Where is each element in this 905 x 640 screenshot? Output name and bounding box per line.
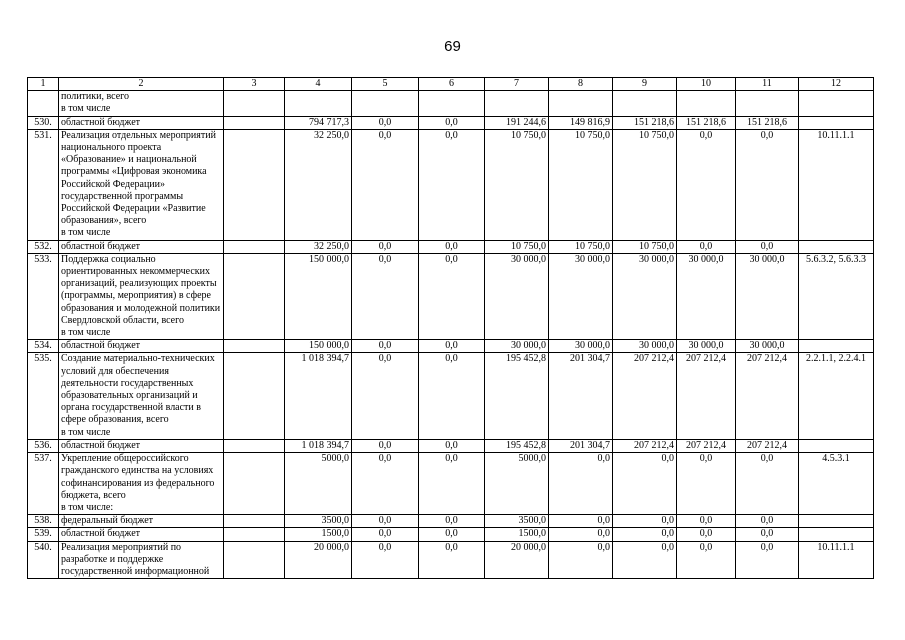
item-name-cell: Поддержка социально ориентированных некоммерческих организаций, реализующих проекты (программы, мероприятия) в сфере образования и молодежной политики Свердловской области, всего в том числе [59,253,224,339]
column-7-cell: 30 000,0 [485,340,549,353]
column-8-cell: 201 304,7 [549,439,613,452]
target-code-cell [799,528,874,541]
column-4-cell: 3500,0 [285,515,352,528]
column-11-cell: 30 000,0 [736,253,799,339]
column-4-cell: 1500,0 [285,528,352,541]
column-6-cell: 0,0 [419,353,485,439]
column-3-cell [224,240,285,253]
target-code-cell: 2.2.1.1, 2.2.4.1 [799,353,874,439]
column-11-cell: 207 212,4 [736,439,799,452]
column-9-cell: 207 212,4 [613,439,677,452]
target-code-cell: 10.11.1.1 [799,541,874,579]
column-5-cell: 0,0 [352,240,419,253]
column-header: 10 [677,78,736,91]
column-10-cell: 30 000,0 [677,253,736,339]
column-header: 9 [613,78,677,91]
table-row [28,528,874,541]
column-7-cell: 195 452,8 [485,353,549,439]
target-code-cell [799,515,874,528]
column-9-cell: 207 212,4 [613,353,677,439]
column-header: 4 [285,78,352,91]
table-row [28,91,874,116]
item-name-cell: областной бюджет [59,439,224,452]
column-10-cell: 0,0 [677,453,736,515]
column-7-cell: 195 452,8 [485,439,549,452]
column-6-cell: 0,0 [419,439,485,452]
column-header: 5 [352,78,419,91]
column-3-cell [224,91,285,116]
column-10-cell: 0,0 [677,541,736,579]
row-number-cell: 530. [28,116,59,129]
column-10-cell [677,91,736,116]
column-11-cell: 0,0 [736,240,799,253]
column-11-cell: 0,0 [736,515,799,528]
row-number-cell [28,91,59,116]
column-9-cell: 0,0 [613,453,677,515]
column-6-cell: 0,0 [419,453,485,515]
item-name-cell: Создание материально-технических условий для обеспечения деятельности государственных образовательных организаций и органа государственной власти в сфере образования, всего в том числе [59,353,224,439]
table-row [28,541,874,579]
table-row [28,439,874,452]
item-name-cell: областной бюджет [59,240,224,253]
column-header: 2 [59,78,224,91]
column-5-cell [352,91,419,116]
column-5-cell: 0,0 [352,353,419,439]
column-4-cell: 1 018 394,7 [285,439,352,452]
column-8-cell: 30 000,0 [549,340,613,353]
column-5-cell: 0,0 [352,515,419,528]
column-10-cell: 207 212,4 [677,439,736,452]
column-7-cell: 30 000,0 [485,253,549,339]
column-header: 8 [549,78,613,91]
column-header: 11 [736,78,799,91]
column-5-cell: 0,0 [352,116,419,129]
column-3-cell [224,129,285,240]
column-8-cell: 0,0 [549,453,613,515]
target-code-cell [799,116,874,129]
page-number: 69 [444,38,461,55]
column-8-cell: 149 816,9 [549,116,613,129]
column-5-cell: 0,0 [352,253,419,339]
column-8-cell: 10 750,0 [549,129,613,240]
column-6-cell [419,91,485,116]
column-7-cell: 10 750,0 [485,240,549,253]
column-11-cell: 30 000,0 [736,340,799,353]
item-name-cell: областной бюджет [59,528,224,541]
row-number-cell: 533. [28,253,59,339]
column-9-cell: 30 000,0 [613,340,677,353]
column-10-cell: 0,0 [677,129,736,240]
column-3-cell [224,453,285,515]
row-number-cell: 531. [28,129,59,240]
item-name-cell: Укрепление общероссийского гражданского единства на условиях софинансирования из федерального бюджета, всего в том числе: [59,453,224,515]
column-5-cell: 0,0 [352,453,419,515]
column-10-cell: 0,0 [677,240,736,253]
column-3-cell [224,439,285,452]
item-name-cell: областной бюджет [59,116,224,129]
column-6-cell: 0,0 [419,340,485,353]
column-10-cell: 207 212,4 [677,353,736,439]
target-code-cell [799,439,874,452]
column-5-cell: 0,0 [352,129,419,240]
row-number-cell: 537. [28,453,59,515]
table-row [28,453,874,515]
row-number-cell: 539. [28,528,59,541]
column-6-cell: 0,0 [419,116,485,129]
column-4-cell [285,91,352,116]
table-row [28,515,874,528]
column-8-cell: 0,0 [549,528,613,541]
table-row [28,353,874,439]
table-row [28,253,874,339]
column-11-cell [736,91,799,116]
column-3-cell [224,116,285,129]
target-code-cell [799,91,874,116]
column-header: 6 [419,78,485,91]
column-6-cell: 0,0 [419,240,485,253]
row-number-cell: 535. [28,353,59,439]
column-4-cell: 1 018 394,7 [285,353,352,439]
table-row [28,240,874,253]
column-7-cell: 5000,0 [485,453,549,515]
column-4-cell: 150 000,0 [285,340,352,353]
column-4-cell: 794 717,3 [285,116,352,129]
column-8-cell: 201 304,7 [549,353,613,439]
row-number-cell: 536. [28,439,59,452]
column-6-cell: 0,0 [419,129,485,240]
column-3-cell [224,541,285,579]
target-code-cell: 5.6.3.2, 5.6.3.3 [799,253,874,339]
item-name-cell: Реализация мероприятий по разработке и поддержке государственной информационной [59,541,224,579]
column-7-cell: 3500,0 [485,515,549,528]
column-9-cell: 10 750,0 [613,129,677,240]
column-11-cell: 0,0 [736,453,799,515]
budget-table [27,77,874,579]
column-header: 3 [224,78,285,91]
column-8-cell: 30 000,0 [549,253,613,339]
column-11-cell: 0,0 [736,541,799,579]
column-3-cell [224,528,285,541]
column-7-cell [485,91,549,116]
column-header: 7 [485,78,549,91]
item-name-cell: областной бюджет [59,340,224,353]
column-8-cell: 10 750,0 [549,240,613,253]
column-7-cell: 191 244,6 [485,116,549,129]
column-8-cell: 0,0 [549,541,613,579]
column-4-cell: 32 250,0 [285,129,352,240]
column-9-cell: 0,0 [613,528,677,541]
column-11-cell: 151 218,6 [736,116,799,129]
column-6-cell: 0,0 [419,541,485,579]
column-11-cell: 0,0 [736,129,799,240]
column-3-cell [224,253,285,339]
column-4-cell: 150 000,0 [285,253,352,339]
column-10-cell: 30 000,0 [677,340,736,353]
column-7-cell: 10 750,0 [485,129,549,240]
column-6-cell: 0,0 [419,528,485,541]
row-number-cell: 534. [28,340,59,353]
target-code-cell: 4.5.3.1 [799,453,874,515]
column-10-cell: 0,0 [677,515,736,528]
column-header: 12 [799,78,874,91]
item-name-cell: Реализация отдельных мероприятий национального проекта «Образование» и национальной программы «Цифровая экономика Российской Федерации» государственной программы Российской Федерации «Развитие образования», всего в том числе [59,129,224,240]
column-3-cell [224,340,285,353]
column-10-cell: 0,0 [677,528,736,541]
column-6-cell: 0,0 [419,515,485,528]
item-name-cell: политики, всего в том числе [59,91,224,116]
column-9-cell: 10 750,0 [613,240,677,253]
column-4-cell: 5000,0 [285,453,352,515]
column-9-cell: 30 000,0 [613,253,677,339]
column-8-cell [549,91,613,116]
column-4-cell: 20 000,0 [285,541,352,579]
column-5-cell: 0,0 [352,439,419,452]
table-header-row [28,78,874,91]
column-3-cell [224,515,285,528]
column-9-cell [613,91,677,116]
item-name-cell: федеральный бюджет [59,515,224,528]
target-code-cell: 10.11.1.1 [799,129,874,240]
column-6-cell: 0,0 [419,253,485,339]
column-5-cell: 0,0 [352,541,419,579]
column-7-cell: 1500,0 [485,528,549,541]
table-row [28,116,874,129]
column-7-cell: 20 000,0 [485,541,549,579]
column-header: 1 [28,78,59,91]
column-5-cell: 0,0 [352,528,419,541]
target-code-cell [799,240,874,253]
column-3-cell [224,353,285,439]
table-row [28,340,874,353]
row-number-cell: 532. [28,240,59,253]
column-4-cell: 32 250,0 [285,240,352,253]
target-code-cell [799,340,874,353]
row-number-cell: 538. [28,515,59,528]
column-10-cell: 151 218,6 [677,116,736,129]
column-9-cell: 0,0 [613,515,677,528]
column-11-cell: 207 212,4 [736,353,799,439]
column-9-cell: 0,0 [613,541,677,579]
column-8-cell: 0,0 [549,515,613,528]
table-row [28,129,874,240]
row-number-cell: 540. [28,541,59,579]
column-5-cell: 0,0 [352,340,419,353]
column-9-cell: 151 218,6 [613,116,677,129]
column-11-cell: 0,0 [736,528,799,541]
